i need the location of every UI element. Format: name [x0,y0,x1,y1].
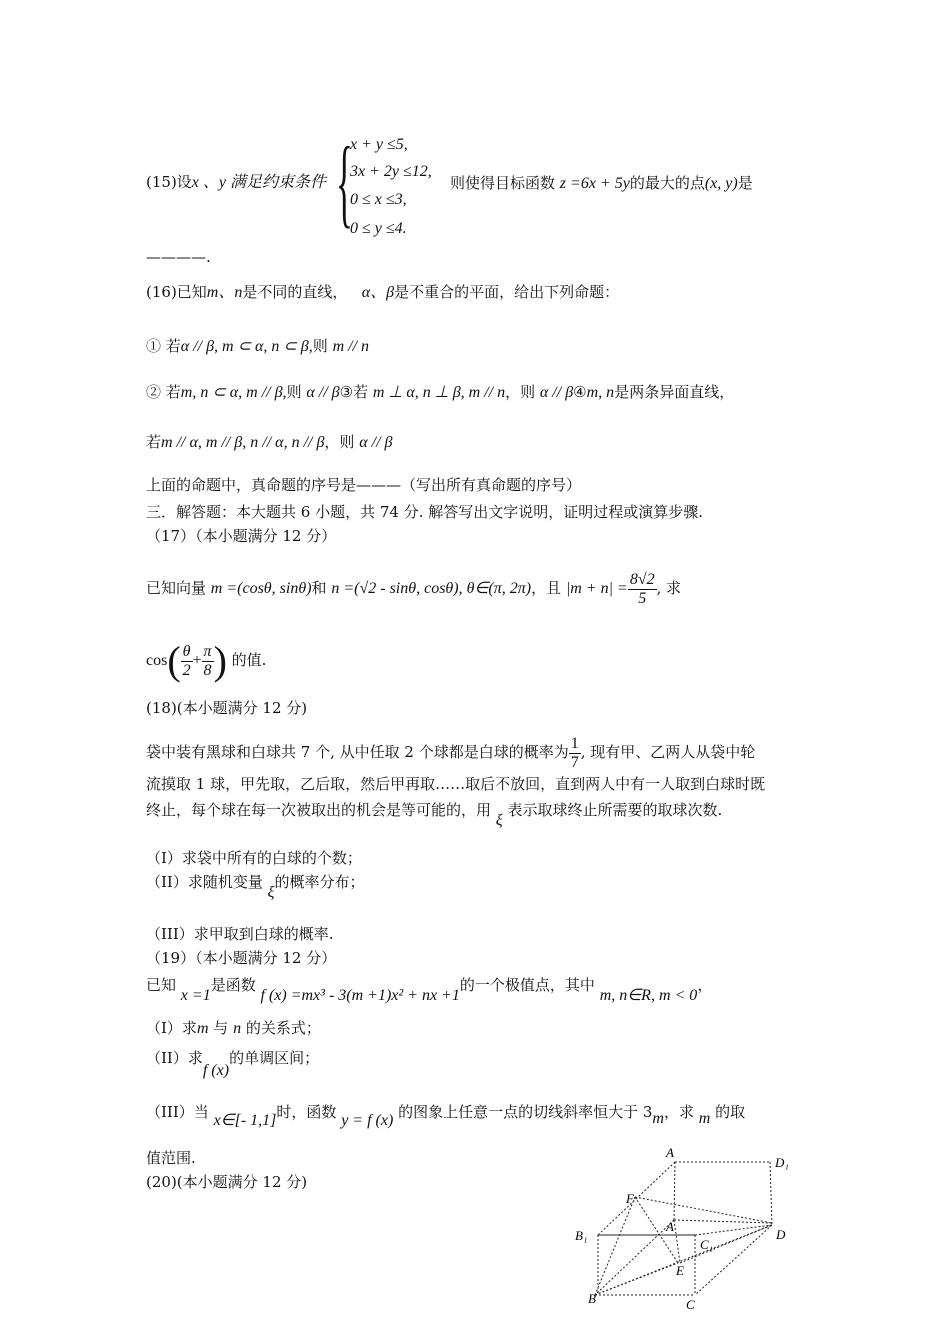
q18-sub-3: （III）求甲取到白球的概率. [146,925,334,943]
q16-prop-4-cont: 若m // α, m // β, n // α, n // β，则 α // β [146,433,393,451]
q15-intro: (15)设x 、y 满足约束条件 [146,173,327,191]
q16-intro: (16)已知m、n是不同的直线， α、β是不重合的平面，给出下列命题： [146,283,620,301]
label-C: C [686,1297,695,1312]
q17-statement: 已知向量 m =(cosθ, sinθ)和 n =(√2 - sinθ, cosθ), θ∈(π, 2π)，且 |m + n| = $\frac{8√2}{5}$ , 求 [146,570,682,607]
label-E: E [676,1263,684,1278]
q18-line-1: 袋中装有黑球和白球共 7 个, 从中任取 2 个球都是白球的概率为 $\frac{1}{7}$ , 现有甲、乙两人从袋中轮 [146,734,756,771]
q17-target: cos( $\frac{\theta}{2}$ + $\frac{\pi}{8}$ ) 的值. [146,638,267,683]
q18-line-2: 流摸取 1 球，甲先取，乙后取，然后甲再取……取后不放回，直到两人中有一人取到白球时既 [146,775,766,793]
q19-sub-2: （II）求f (x)的单调区间； [146,1049,320,1079]
edge-A-B1 [598,1162,675,1235]
q18-sub-1: （I）求袋中所有的白球的个数； [146,849,362,867]
section-3-heading: 三．解答题：本大题共 6 小题，共 74 分. 解答写出文字说明，证明过程或演算步骤. [146,503,704,521]
q18-sub-2: （II）求随机变量 ξ的概率分布； [146,873,365,901]
label-A: A [666,1219,674,1234]
q19-sub-3-cont: 值范围. [146,1149,196,1167]
q20-header: (20)(本小题满分 12 分) [146,1173,308,1191]
q15-objective: 则使得目标函数 z =6x + 5y的最大的点(x, y)是 [450,174,753,192]
edge-A-A [674,1162,675,1220]
edge-D-C [695,1225,772,1295]
q19-statement: 已知 x =1是函数 f (x) =mx³ - 3(m +1)x² + nx +1的一个极值点，其中 m, n∈R, m < 0， [146,976,713,1004]
q18-line-3: 终止，每个球在每一次被取出的机会是等可能的，用 ξ 表示取球终止所需要的取球次数. [146,801,723,829]
label-D: D [776,1227,786,1242]
q18-header: (18)(本小题满分 12 分) [146,699,308,717]
q19-sub-1: （I）求m 与 n 的关系式； [146,1019,321,1037]
q17-header: （17）（本小题满分 12 分） [146,527,337,545]
edge-F-B [595,1197,635,1295]
q15-constraint-3: 0 ≤ x ≤3, [350,191,407,208]
q15-blank: ————. [146,248,211,266]
q15-constraint-2: 3x + 2y ≤12, [350,163,432,180]
edge-E-D [680,1225,772,1263]
q19-header: （19）（本小题满分 12 分） [146,949,337,967]
q16-question: 上面的命题中，真命题的序号是———（写出所有真命题的序号） [146,476,582,494]
q15-constraint-4: 0 ≤ y ≤4. [350,220,407,237]
q15-constraint-1: x + y ≤5, [350,136,408,153]
label-B: B [588,1291,596,1306]
q19-sub-3: （III）当 x∈[- 1,1]时，函数 y = f (x) 的图象上任意一点的切线斜率恒大于 3m，求 m 的取 [146,1103,746,1129]
label-B1: B₁ [575,1228,588,1243]
label-A-top: A [666,1145,674,1160]
label-D1: D₁ [775,1155,789,1170]
edge-A-B [595,1220,674,1295]
label-F: F [626,1191,634,1206]
edge-A-E [674,1220,680,1263]
edge-D1-D [770,1162,772,1225]
edge-F-D [635,1197,772,1223]
q16-prop-1: ① 若α // β, m ⊂ α, n ⊂ β,则 m // n [146,337,370,355]
label-C1: C₁ [700,1237,714,1252]
q15-brace: { [336,126,353,237]
prism-figure [570,1145,800,1315]
q16-prop-2-3-4: ② 若m, n ⊂ α, m // β,则 α // β③若 m ⊥ α, n ⊥ β, m // n，则 α // β④m, n是两条异面直线， [146,383,735,401]
